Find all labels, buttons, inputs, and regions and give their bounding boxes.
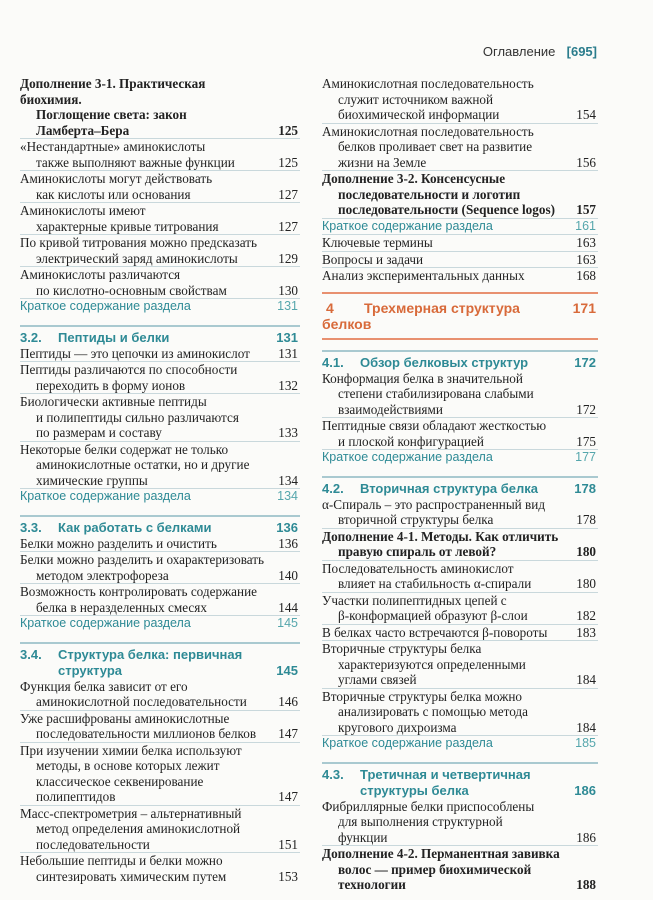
- entry-line: «Нестандартные» аминокислоты: [20, 139, 206, 154]
- page-ref: 125: [278, 122, 298, 138]
- page-ref: 131: [276, 329, 298, 345]
- section-title: Структура белка: первичная структура: [58, 646, 243, 678]
- section-title: Третичная и четвертичная структуры белка: [360, 766, 531, 798]
- page-ref: 140: [278, 567, 298, 583]
- page-ref: 163: [576, 251, 596, 267]
- section-heading: [20, 642, 300, 679]
- page-ref: 161: [575, 218, 596, 233]
- toc-entry: [20, 76, 300, 139]
- toc-entry: [20, 171, 300, 203]
- entry-line: синтезировать химическим путем: [36, 868, 227, 884]
- entry-line: влияет на стабильность α-спирали: [338, 576, 532, 591]
- entry-line: По кривой титрования можно предсказать: [20, 235, 257, 250]
- toc-entry: [20, 853, 300, 884]
- chapter-number: 4: [326, 299, 334, 316]
- toc-entry: [322, 625, 598, 642]
- toc-entry: [322, 497, 598, 529]
- entry-line: Вопросы и задачи: [322, 251, 424, 267]
- entry-line: Дополнение 3-2. Консенсусные: [322, 171, 506, 186]
- entry-line: В белках часто встречаются β-повороты: [322, 624, 548, 640]
- entry-line: аминокислотные остатки, но и другие: [36, 457, 250, 472]
- page-ref: 186: [576, 829, 596, 845]
- page-ref: 144: [278, 599, 298, 615]
- entry-line: степени стабилизирована слабыми: [338, 386, 534, 401]
- entry-line: Ключевые термины: [322, 235, 433, 250]
- entry-line: Уже расшифрованы аминокислотные: [20, 710, 230, 726]
- page-ref: 172: [574, 354, 596, 370]
- toc-entry: [20, 267, 300, 299]
- section-title: Вторичная структура белка: [360, 480, 539, 496]
- section-title: Как работать с белками: [58, 519, 212, 535]
- page-ref: 185: [575, 736, 596, 750]
- toc-left-column: [20, 76, 300, 884]
- entry-line: Краткое содержание раздела: [20, 299, 191, 313]
- section-number: 3.4.: [20, 646, 42, 662]
- entry-line: Некоторые белки содержат не только: [20, 441, 229, 457]
- page-ref: 146: [278, 694, 298, 709]
- page-number: [695]: [566, 44, 597, 59]
- entry-line: Аминокислоты имеют: [20, 203, 146, 218]
- page-ref: 145: [276, 662, 298, 678]
- section-heading: [20, 325, 300, 346]
- entry-line: Краткое содержание раздела: [322, 736, 493, 750]
- entry-line: Дополнение 4-1. Методы. Как отличить: [322, 528, 559, 544]
- section-summary-entry: [322, 450, 598, 466]
- entry-line: биохимической информации: [338, 107, 500, 122]
- entry-line: последовательности: [36, 836, 150, 852]
- page-ref: 136: [278, 535, 298, 551]
- entry-line: электрический заряд аминокислоты: [36, 250, 238, 266]
- page-ref: 178: [576, 512, 596, 527]
- section-summary-entry: [20, 489, 300, 505]
- entry-line: как кислоты или основания: [36, 186, 191, 202]
- entry-line: для выполнения структурной: [338, 814, 503, 829]
- page-ref: 172: [576, 401, 596, 417]
- section-heading: [322, 762, 598, 799]
- toc-entry: [322, 124, 598, 172]
- toc-entry: [20, 536, 300, 553]
- entry-line: характерные кривые титрования: [36, 218, 219, 234]
- entry-line: Масс-спектрометрия – альтернативный: [20, 805, 242, 821]
- toc-entry: [322, 371, 598, 419]
- entry-line: технологии: [338, 877, 406, 892]
- toc-entry: [20, 394, 300, 442]
- page-ref: 175: [576, 433, 596, 449]
- page-ref: 182: [576, 608, 596, 623]
- toc-entry: [20, 806, 300, 854]
- toc-entry: [20, 235, 300, 267]
- section-number: 4.1.: [322, 354, 344, 370]
- page-ref: 147: [278, 789, 298, 804]
- entry-line: Краткое содержание раздела: [20, 489, 191, 503]
- section-number: 4.3.: [322, 766, 344, 782]
- running-title: Оглавление: [482, 44, 556, 59]
- entry-line: Участки полипептидных цепей с: [322, 592, 507, 608]
- page-ref: 130: [278, 282, 298, 298]
- page-ref: 129: [278, 250, 298, 266]
- toc-entry: [20, 584, 300, 616]
- entry-line: Анализ экспериментальных данных: [322, 268, 525, 283]
- entry-line: белков проливает свет на развитие: [338, 139, 533, 154]
- page-ref: 131: [277, 299, 298, 313]
- page-ref: 154: [576, 107, 596, 122]
- toc-entry: [322, 418, 598, 450]
- toc-right-column: [322, 76, 598, 893]
- entry-line: взаимодействиями: [338, 401, 443, 417]
- page-ref: 147: [278, 726, 298, 741]
- chapter-heading: [322, 292, 598, 340]
- entry-line: Поглощение света: закон: [36, 107, 187, 122]
- entry-line: химические группы: [36, 472, 148, 488]
- section-title: Пептиды и белки: [58, 329, 170, 345]
- entry-line: волос — пример биохимической: [338, 861, 532, 877]
- chapter-title: Трехмерная структура белков: [322, 299, 520, 332]
- toc-entry: [322, 529, 598, 561]
- entry-line: последовательности (Sequence logos): [338, 202, 555, 217]
- entry-line: Краткое содержание раздела: [322, 450, 493, 464]
- toc-entry: [20, 139, 300, 171]
- page-ref: 132: [278, 377, 298, 393]
- toc-entry: [322, 252, 598, 269]
- entry-line: по кислотно-основным свойствам: [36, 282, 227, 298]
- page-ref: 151: [278, 836, 298, 852]
- section-heading: [20, 515, 300, 536]
- page-ref: 134: [278, 472, 298, 488]
- page-ref: 177: [575, 450, 596, 464]
- page-ref: 153: [278, 868, 298, 884]
- entry-line: метод определения аминокислотной: [36, 821, 241, 836]
- page-ref: 131: [278, 345, 298, 361]
- page-ref: 134: [277, 489, 298, 503]
- page-ref: 133: [278, 425, 298, 440]
- toc-entry: [322, 268, 598, 284]
- entry-line: Пептидные связи обладают жесткостью: [322, 418, 547, 433]
- page-ref: 145: [277, 616, 298, 630]
- page-ref: 171: [572, 299, 596, 316]
- entry-line: функции: [338, 829, 388, 845]
- entry-line: вторичной структуры белка: [338, 512, 494, 527]
- toc-entry: [20, 552, 300, 584]
- toc-entry: [322, 689, 598, 737]
- entry-line: последовательности миллионов белков: [36, 726, 257, 741]
- section-number: 3.2.: [20, 329, 42, 345]
- page-header: [483, 44, 597, 60]
- entry-line: Функция белка зависит от его: [20, 678, 188, 694]
- entry-line: Ламберта–Бера: [36, 122, 130, 138]
- entry-line: и плоской конфигурацией: [338, 433, 484, 449]
- entry-line: по размерам и составу: [36, 425, 162, 440]
- section-heading: [322, 350, 598, 371]
- toc-entry: [322, 171, 598, 219]
- page-ref: 180: [576, 576, 596, 591]
- section-number: 4.2.: [322, 480, 344, 496]
- page-ref: 163: [576, 235, 596, 250]
- toc-entry: [20, 743, 300, 806]
- entry-line: Вторичные структуры белка можно: [322, 688, 522, 704]
- entry-line: Краткое содержание раздела: [322, 218, 493, 233]
- toc-entry: [20, 679, 300, 711]
- entry-line: При изучении химии белка используют: [20, 742, 242, 758]
- section-summary-entry: [20, 616, 300, 632]
- page-ref: 178: [574, 480, 596, 496]
- entry-line: углами связей: [338, 672, 417, 687]
- entry-line: Дополнение 3-1. Практическая биохимия.: [20, 76, 206, 107]
- page-ref: 184: [576, 672, 596, 687]
- section-summary-entry: [20, 299, 300, 315]
- page-ref: 156: [576, 154, 596, 170]
- entry-line: переходить в форму ионов: [36, 377, 186, 393]
- page-ref: 125: [278, 154, 298, 170]
- section-number: 3.3.: [20, 519, 42, 535]
- entry-line: последовательности и логотип: [338, 186, 521, 202]
- section-title: Обзор белковых структур: [360, 354, 529, 370]
- entry-line: Белки можно разделить и охарактеризовать: [20, 552, 265, 567]
- page-ref: 127: [278, 218, 298, 234]
- entry-line: Дополнение 4-2. Перманентная завивка: [322, 846, 560, 861]
- toc-entry: [20, 442, 300, 490]
- entry-line: кругового дихроизма: [338, 719, 457, 735]
- toc-entry: [322, 641, 598, 689]
- page-ref: 136: [276, 519, 298, 535]
- entry-line: методом электрофореза: [36, 567, 169, 583]
- entry-line: Небольшие пептиды и белки можно: [20, 853, 223, 868]
- toc-entry: [322, 235, 598, 252]
- entry-line: служит источником важной: [338, 91, 494, 107]
- entry-line: Аминокислоты могут действовать: [20, 171, 213, 186]
- entry-line: аминокислотной последовательности: [36, 694, 247, 709]
- page-ref: 188: [576, 877, 596, 892]
- entry-line: методы, в основе которых лежит: [36, 758, 220, 773]
- entry-line: Краткое содержание раздела: [20, 616, 191, 630]
- section-summary-entry: [322, 736, 598, 752]
- toc-entry: [20, 346, 300, 363]
- entry-line: β-конформацией образуют β-слои: [338, 608, 528, 623]
- entry-line: α-Спираль – это распространенный вид: [322, 496, 546, 512]
- entry-line: жизни на Земле: [338, 154, 427, 170]
- page-ref: 183: [576, 624, 596, 640]
- page-ref: 184: [576, 719, 596, 735]
- entry-line: характеризуются определенными: [338, 656, 526, 672]
- entry-line: Пептиды — это цепочки из аминокислот: [20, 345, 250, 361]
- section-heading: [322, 476, 598, 497]
- entry-line: Аминокислотная последовательность: [322, 76, 534, 91]
- toc-entry: [322, 799, 598, 847]
- toc-entry: [322, 561, 598, 593]
- entry-line: и полипептиды сильно различаются: [36, 409, 239, 425]
- toc-entry: [322, 76, 598, 124]
- section-summary-entry: [322, 219, 598, 236]
- page-ref: 157: [576, 202, 596, 217]
- toc-entry: [20, 203, 300, 235]
- entry-line: Конформация белка в значительной: [322, 370, 523, 386]
- toc-entry: [322, 593, 598, 625]
- page-ref: 180: [576, 544, 596, 559]
- page-ref: 127: [278, 186, 298, 202]
- entry-line: Пептиды различаются по способности: [20, 362, 238, 377]
- entry-line: Возможность контролировать содержание: [20, 584, 257, 599]
- entry-line: анализировать с помощью метода: [338, 704, 528, 719]
- page-ref: 168: [576, 268, 596, 283]
- entry-line: также выполняют важные функции: [36, 154, 235, 170]
- entry-line: Фибриллярные белки приспособлены: [322, 798, 535, 814]
- toc-entry: [20, 711, 300, 743]
- entry-line: Последовательность аминокислот: [322, 560, 514, 576]
- toc-entry: [20, 362, 300, 394]
- entry-line: Аминокислотная последовательность: [322, 123, 534, 139]
- page-ref: 186: [574, 782, 596, 798]
- entry-line: Белки можно разделить и очистить: [20, 535, 217, 551]
- entry-line: Аминокислоты различаются: [20, 267, 181, 282]
- entry-line: белка в неразделенных смесях: [36, 599, 207, 615]
- entry-line: правую спираль от левой?: [338, 544, 497, 559]
- entry-line: Вторичные структуры белка: [322, 641, 482, 656]
- toc-entry: [322, 846, 598, 893]
- entry-line: классическое секвенирование: [36, 773, 204, 789]
- entry-line: Биологически активные пептиды: [20, 394, 207, 409]
- entry-line: полипептидов: [36, 789, 116, 804]
